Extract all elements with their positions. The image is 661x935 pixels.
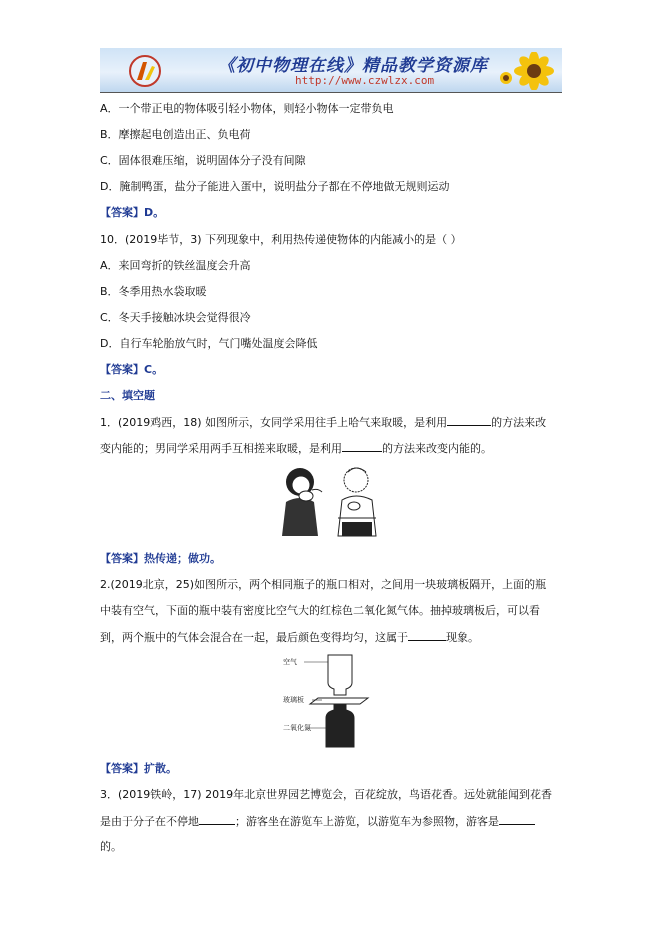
q10-answer: 【答案】C。: [100, 363, 164, 376]
banner-title: 《初中物理在线》精品教学资源库: [218, 56, 488, 76]
q10-stem: 10．(2019毕节，3) 下列现象中，利用热传递使物体的内能减小的是（ ）: [100, 233, 462, 246]
label-no2: 二氧化氮: [283, 724, 311, 732]
fill2-text: 到，两个瓶中的气体会混合在一起，最后颜色变得均匀，这属于: [100, 631, 408, 644]
answer-blank[interactable]: [199, 814, 235, 825]
q10-option-b: B．冬季用热水袋取暖: [100, 285, 207, 298]
fill2-text: 现象。: [446, 631, 479, 644]
q9-option-d: D．腌制鸭蛋，盐分子能进入蛋中，说明盐分子都在不停地做无规则运动: [100, 180, 450, 193]
fill3-text: ；游客坐在游览车上游览，以游览车为参照物，游客是: [235, 815, 499, 828]
section-title: 二、填空题: [100, 389, 155, 402]
q9-option-c: C．固体很难压缩，说明固体分子没有间隙: [100, 154, 306, 167]
q10-option-c: C．冬天手接触冰块会觉得很冷: [100, 311, 251, 324]
fill3-line2: [100, 814, 535, 829]
q9-option-b: B．摩擦起电创造出正、负电荷: [100, 128, 251, 141]
fill2-line3: [100, 630, 479, 645]
fill1-text: 1．(2019鸡西，18) 如图所示，女同学采用往手上哈气来取暖，是利用: [100, 416, 448, 429]
q10-option-d: D．自行车轮胎放气时，气门嘴处温度会降低: [100, 337, 318, 350]
fill1-text: 变内能的；男同学采用两手互相搓来取暖，是利用: [100, 442, 342, 455]
fill1-text: 的方法来改: [491, 416, 547, 429]
fill1-text: 的方法来改变内能的。: [382, 442, 492, 455]
q10-option-a: A．来回弯折的铁丝温度会升高: [100, 259, 251, 272]
label-glass: 玻璃板: [283, 696, 304, 704]
answer-blank[interactable]: [447, 415, 491, 426]
answer-blank[interactable]: [342, 441, 382, 452]
fill2-line1: 2.(2019北京，25)如图所示，两个相同瓶子的瓶口相对，之间用一块玻璃板隔开，上面的瓶: [100, 578, 547, 591]
figure-students: [268, 460, 394, 538]
banner-url: http://www.czwlzx.com: [295, 74, 435, 87]
answer-blank[interactable]: [408, 630, 446, 641]
answer-blank[interactable]: [499, 814, 535, 825]
fill3-text: 是由于分子在不停地: [100, 815, 199, 828]
fill1-line2: [100, 441, 492, 456]
q9-option-a: A．一个带正电的物体吸引轻小物体，则轻小物体一定带负电: [100, 102, 394, 115]
fill3-line3: 的。: [100, 840, 122, 853]
q9-answer: 【答案】D。: [100, 206, 165, 219]
label-air: 空气: [283, 658, 297, 666]
fill3-line1: 3．(2019铁岭，17) 2019年北京世界园艺博览会，百花绽放，鸟语花香。远处就能闻到花香: [100, 788, 553, 801]
figure-bottles: [282, 652, 382, 750]
header-banner: [100, 48, 562, 93]
fill1-line1: [100, 415, 546, 430]
fill2-answer: 【答案】扩散。: [100, 762, 177, 775]
logo-icon: [128, 54, 162, 88]
fill2-line2: 中装有空气，下面的瓶中装有密度比空气大的红棕色二氧化氮气体。抽掉玻璃板后，可以看: [100, 604, 540, 617]
fill1-answer: 【答案】热传递；做功。: [100, 552, 221, 565]
sunflower-icon: [494, 52, 556, 90]
